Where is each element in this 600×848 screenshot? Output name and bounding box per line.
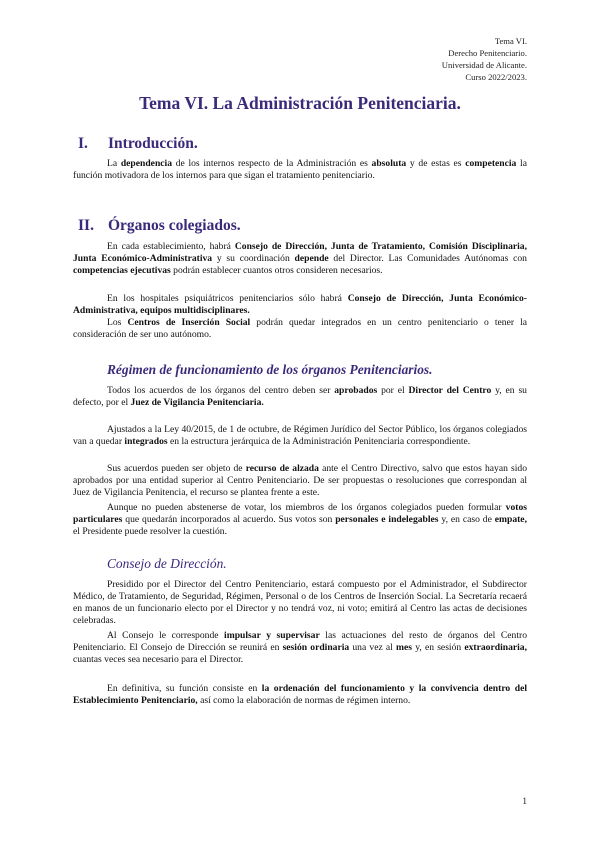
text-run: la función motivadora de los internos para que sigan el tratamiento penitenciario.: [73, 158, 527, 181]
section-number: I.: [78, 135, 88, 152]
text-run: el Presidente puede resolver la cuestión.: [73, 525, 227, 537]
text-run: En los hospitales psiquiátricos penitenciarios sólo habrá: [107, 293, 348, 304]
section-heading-organos: [78, 217, 241, 235]
text-run: por el: [377, 385, 409, 396]
text-run: y su coordinación: [212, 252, 295, 264]
text-run: así como la elaboración de normas de régimen interno.: [197, 694, 411, 706]
bold-text: competencias ejecutivas: [73, 264, 171, 276]
section-title: Introducción.: [108, 135, 198, 152]
paragraph: [73, 158, 527, 182]
bold-text: mes: [396, 641, 413, 653]
header-line: Tema VI.: [494, 36, 527, 46]
bold-text: extraordinaria,: [464, 641, 527, 653]
bold-text: sesión ordinaria: [282, 641, 350, 653]
bold-text: votos particulares: [73, 502, 527, 525]
bold-text: Juez de Vigilancia Penitenciaria.: [130, 396, 264, 408]
bold-text: la ordenación del funcionamiento y la convivencia dentro del Establecimiento Penitenciario,: [73, 683, 527, 706]
text-run: y de estas es: [406, 158, 466, 169]
text-run: Aunque no pueden abstenerse de votar, los miembros de los órganos colegiados pueden formular: [107, 502, 506, 513]
bold-text: impulsar y supervisar: [224, 630, 320, 641]
paragraph: [73, 317, 527, 341]
bold-text: Consejo de Dirección, Junta de Tratamiento, Comisión Disciplinaria, Junta Económico-Administrativa: [73, 241, 527, 264]
text-run: podrán quedar integrados en un centro penitenciario o tener la consideración de ser uno autónomo.: [73, 317, 527, 340]
text-run: Todos los acuerdos de los órganos del centro deben ser: [107, 385, 335, 396]
text-run: Al Consejo le corresponde: [107, 630, 225, 641]
text-run: La: [107, 158, 121, 169]
text-run: Presidido por el Director del Centro Penitenciario, estará compuesto por el Administrador, el Subdirector Médico, de Tratamiento, de Seguridad, Régimen, Personal o de los Centros de Inserción Social. La Secretaría recaerá en manos de un funcionario electo por el Director y no tendrá voz, ni voto; emitirá al Centro las actas de decisiones celebradas.: [73, 579, 527, 626]
bold-text: empate,: [494, 513, 527, 525]
paragraph: [73, 579, 527, 627]
paragraph: [73, 630, 527, 666]
text-run: podrán establecer cuantos otros consideren necesarios.: [170, 264, 383, 276]
bold-text: dependencia: [120, 158, 173, 169]
text-run: las actuaciones del resto de órganos del Centro Penitenciario. El Consejo de Dirección se reunirá en: [73, 630, 527, 653]
text-run: y, en su defecto, por el: [73, 385, 527, 408]
text-run: una vez al: [349, 641, 397, 653]
text-run: y, en caso de: [438, 513, 495, 525]
text-run: de los internos respecto de la Administración es: [172, 158, 372, 169]
subheading-consejo: Consejo de Dirección.: [107, 556, 227, 571]
paragraph: [73, 463, 527, 499]
text-run: En definitiva, su función consiste en: [107, 683, 262, 694]
bold-text: personales e indelegables: [335, 513, 439, 525]
text-run: que quedarán incorporados al acuerdo. Sus votos son: [122, 513, 336, 525]
bold-text: Centros de Inserción Social: [127, 317, 251, 328]
text-run: cuantas veces sea necesario para el Director.: [73, 653, 244, 665]
subheading-regimen: Régimen de funcionamiento de los órganos Penitenciarios.: [107, 362, 433, 377]
section-number: II.: [78, 217, 94, 234]
bold-text: integrados: [124, 435, 168, 447]
bold-text: depende: [294, 252, 329, 264]
paragraph: [73, 385, 527, 409]
page-title: Tema VI. La Administración Penitenciaria.: [139, 93, 461, 113]
paragraph: [73, 293, 527, 317]
header-line: Curso 2022/2023.: [465, 72, 527, 82]
section-title: Órganos colegiados.: [108, 217, 241, 234]
text-run: Sus acuerdos pueden ser objeto de: [107, 463, 246, 474]
text-run: y, en sesión: [412, 641, 465, 653]
text-run: Ajustados a la Ley 40/2015, de 1 de octubre, de Régimen Jurídico del Sector Público, los órganos colegiados van a quedar: [73, 424, 527, 447]
section-heading-introduccion: [78, 135, 198, 153]
text-run: en la estructura jerárquica de la Administración Penitenciaria correspondiente.: [167, 435, 471, 447]
document-header: [442, 35, 527, 83]
bold-text: Consejo de Dirección, Junta Económico-Administrativa, equipos multidisciplinares.: [73, 293, 527, 316]
page-number: 1: [522, 796, 527, 807]
bold-text: absoluta: [371, 158, 407, 169]
text-run: En cada establecimiento, habrá: [107, 241, 235, 252]
paragraph: [73, 424, 527, 448]
text-run: del Director. Las Comunidades Autónomas con: [328, 252, 527, 264]
bold-text: aprobados: [334, 385, 378, 396]
header-line: Derecho Penitenciario.: [448, 48, 527, 58]
header-line: Universidad de Alicante.: [441, 60, 527, 70]
text-run: Los: [107, 317, 128, 328]
paragraph: [73, 241, 527, 277]
bold-text: competencia: [465, 158, 517, 169]
paragraph: [73, 683, 527, 707]
paragraph: [73, 502, 527, 538]
bold-text: Director del Centro: [408, 385, 492, 396]
text-run: ante el Centro Directivo, salvo que estos hayan sido aprobados por una entidad superior al Centro Penitenciario. De ser propuestas o resoluciones que correspondan al Juez de Vigilancia Penitencia, el recurso se plantea frente a este.: [73, 463, 527, 498]
bold-text: recurso de alzada: [245, 463, 319, 474]
